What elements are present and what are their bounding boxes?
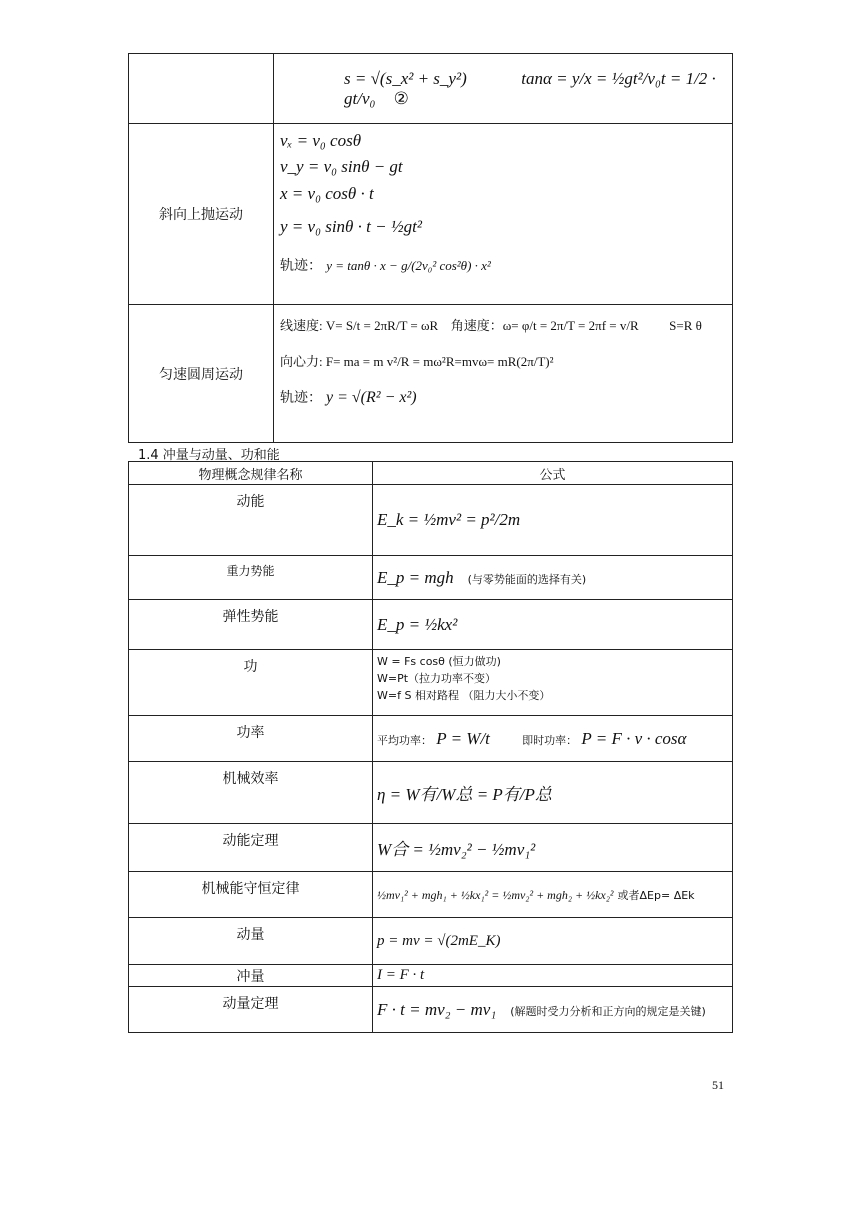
formula: I = F · t bbox=[377, 967, 425, 983]
row-name: 动量 bbox=[129, 918, 373, 965]
row-name: 机械效率 bbox=[129, 762, 373, 824]
formula: E_p = mgh bbox=[377, 567, 454, 587]
table-row bbox=[129, 762, 733, 824]
arc-length: S=R θ bbox=[669, 318, 702, 333]
avg-power-formula: P = W/t bbox=[436, 728, 490, 748]
row-name: 重力势能 bbox=[129, 556, 373, 600]
row-formula bbox=[373, 716, 733, 762]
formula: W合 = ½mv₂² − ½mv₁² bbox=[377, 840, 536, 859]
avg-power-label: 平均功率： bbox=[377, 733, 432, 747]
formula-tan: tanα = y/x = ½gt²/v₀t = 1/2 · gt/v₀ bbox=[344, 68, 716, 108]
formula: F · t = mv₂ − mv₁ bbox=[377, 999, 497, 1019]
formula: ½mv₁² + mgh₁ + ½kx₁² = ½mv₂² + mgh₂ + ½kx₂² bbox=[377, 887, 614, 902]
formula: p = mv = √(2mE_K) bbox=[377, 932, 501, 949]
formula-s: s = √(s_x² + s_y²) bbox=[344, 68, 467, 88]
trajectory-formula: y = √(R² − x²) bbox=[326, 389, 417, 407]
row-name: 冲量 bbox=[129, 965, 373, 987]
row-formula bbox=[373, 987, 733, 1033]
formula: η = W有/W总 = P有/P总 bbox=[377, 785, 552, 804]
row-formula bbox=[373, 918, 733, 965]
row-formula bbox=[373, 485, 733, 556]
formula-note: (与零势能面的选择有关) bbox=[467, 572, 587, 586]
table-row bbox=[129, 716, 733, 762]
row-name: 弹性势能 bbox=[129, 600, 373, 650]
energy-momentum-table bbox=[128, 461, 733, 1033]
formula: E_p = ½kx² bbox=[377, 614, 458, 634]
empty-name-cell bbox=[129, 54, 274, 124]
header-name: 物理概念规律名称 bbox=[129, 462, 373, 485]
header-formula: 公式 bbox=[373, 462, 733, 485]
circular-formulas bbox=[274, 305, 733, 443]
motion-table bbox=[128, 53, 733, 443]
trajectory-formula: y = tanθ · x − g/(2v₀² cos²θ) · x² bbox=[326, 258, 491, 274]
formula-line: v_y = v₀ sinθ − gt bbox=[280, 157, 403, 177]
formula-note: (解题时受力分析和正方向的规定是关键) bbox=[510, 1004, 706, 1018]
table-row bbox=[129, 650, 733, 716]
section-title: 1.4 冲量与动量、功和能 bbox=[138, 448, 280, 463]
row-formula bbox=[373, 762, 733, 824]
table-row bbox=[129, 556, 733, 600]
row-formula bbox=[373, 965, 733, 987]
inst-power-label: 即时功率： bbox=[522, 733, 578, 747]
table-row bbox=[129, 918, 733, 965]
row-name: 功率 bbox=[129, 716, 373, 762]
row-formula bbox=[373, 600, 733, 650]
work-line: W=f S 相对路程 （阻力大小不变） bbox=[377, 689, 551, 703]
trajectory-label: 轨迹： bbox=[280, 390, 322, 407]
table-row bbox=[129, 965, 733, 987]
row-formula bbox=[373, 650, 733, 716]
row-name: 机械能守恒定律 bbox=[129, 872, 373, 918]
angular-speed: 角速度：ω= φ/t = 2π/T = 2πf = v/R bbox=[450, 318, 639, 333]
work-line: W = Fs cosθ (恒力做功) bbox=[377, 655, 501, 668]
page-number: 51 bbox=[712, 1078, 724, 1092]
circular-motion-name: 匀速圆周运动 bbox=[129, 305, 274, 443]
formula-line: y = v₀ sinθ · t − ½gt² bbox=[280, 217, 422, 237]
trajectory-label: 轨迹： bbox=[280, 258, 322, 275]
row-formula bbox=[373, 556, 733, 600]
centripetal-force: 向心力: F= ma = m v²/R = mω²R=mvω= mR(2π/T)² bbox=[280, 353, 554, 369]
oblique-formulas bbox=[274, 124, 733, 305]
table-row bbox=[129, 600, 733, 650]
row-formula bbox=[373, 872, 733, 918]
formula-line: vₓ = v₀ cosθ bbox=[280, 131, 362, 150]
row-name: 功 bbox=[129, 650, 373, 716]
row-name: 动能 bbox=[129, 485, 373, 556]
formula: E_k = ½mv² = p²/2m bbox=[377, 510, 521, 529]
table-row bbox=[129, 485, 733, 556]
oblique-motion-name: 斜向上抛运动 bbox=[129, 124, 274, 305]
table-row bbox=[129, 987, 733, 1033]
table-row bbox=[129, 824, 733, 872]
circled-marker: ② bbox=[393, 88, 409, 108]
work-line: W=Pt（拉力功率不变） bbox=[377, 672, 497, 686]
row-name: 动能定理 bbox=[129, 824, 373, 872]
row-formula bbox=[373, 824, 733, 872]
table-row bbox=[129, 872, 733, 918]
formula-line: x = v₀ cosθ · t bbox=[280, 183, 374, 203]
linear-speed: 线速度: V= S/t = 2πR/T = ωR bbox=[280, 318, 439, 333]
row-name: 动量定理 bbox=[129, 987, 373, 1033]
inst-power-formula: P = F · v · cosα bbox=[581, 728, 687, 748]
formula-note: 或者ΔEp= ΔEk bbox=[617, 888, 695, 902]
